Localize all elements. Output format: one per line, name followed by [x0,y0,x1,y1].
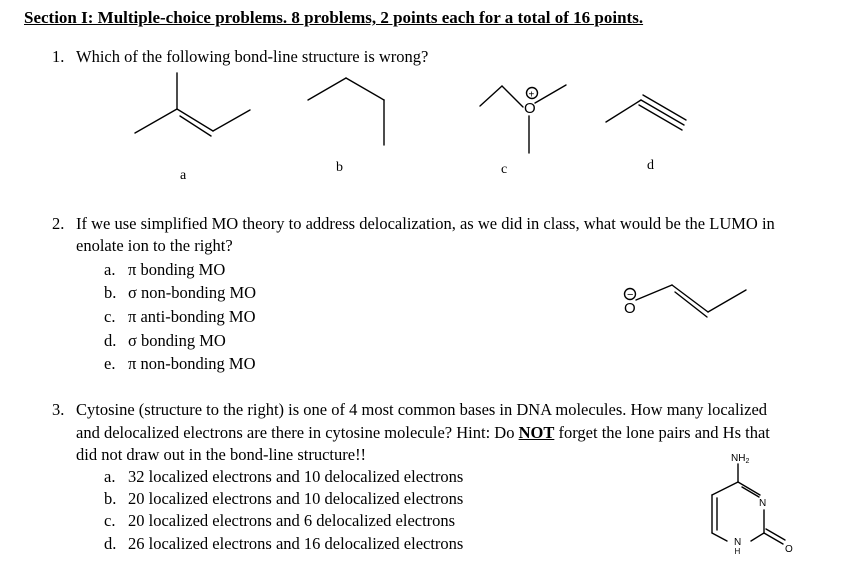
question-1-number: 1. [52,47,65,66]
structure-b-label: b [336,160,343,175]
question-2-text-line1: If we use simplified MO theory to address delocalization, as we did in class, what would be the LUMO in [76,214,775,233]
structure-a [135,73,250,136]
nh-nitrogen: N [734,537,742,548]
q3-option-c-text: 20 localized electrons and 6 delocalized electrons [128,511,456,530]
question-3-text-line2-post: forget the lone pairs and Hs that [554,423,770,442]
q3-option-c-letter: c. [104,511,116,530]
q2-option-c-letter: c. [104,307,116,326]
q2-option-d-text: σ bonding MO [128,331,226,350]
nh2-subscript: 2 [745,458,750,465]
q3-option-a-letter: a. [104,467,116,486]
q2-option-c-text: π anti-bonding MO [128,307,256,326]
question-3-number: 3. [52,400,65,419]
carbonyl-oxygen: O [785,544,793,555]
enolate-oxygen: O [624,300,636,317]
q3-option-d-text: 26 localized electrons and 16 delocalized electrons [128,534,464,553]
question-3-text-line1: Cytosine (structure to the right) is one of 4 most common bases in DNA molecules. How many localized [76,400,768,419]
question-3-text-line2-pre: and delocalized electrons are there in cytosine molecule? Hint: Do [76,423,519,442]
minus-charge-symbol: − [627,289,634,301]
plus-charge-symbol: + [528,89,535,101]
section-title: Section I: Multiple-choice problems. 8 problems, 2 points each for a total of 16 points. [24,8,644,27]
structure-b [308,78,384,145]
question-3-not-emphasis: NOT [518,423,555,442]
structure-a-label: a [180,168,187,183]
q3-option-d-letter: d. [104,534,117,553]
enolate-structure [625,285,747,317]
nh-hydrogen: H [734,547,741,556]
q2-option-d-letter: d. [104,331,117,350]
structure-d [606,95,686,130]
question-2-text-line2: enolate ion to the right? [76,236,233,255]
q2-option-a-letter: a. [104,260,116,279]
structure-c [480,85,566,153]
q2-option-a-text: π bonding MO [128,260,226,279]
question-1-text: Which of the following bond-line structure is wrong? [76,47,429,66]
q3-option-a-text: 32 localized electrons and 10 delocalized electrons [128,467,464,486]
q3-option-b-letter: b. [104,489,117,508]
question-2-number: 2. [52,214,65,233]
question-3-text-line3: did not draw out in the bond-line structure!! [76,445,367,464]
q2-option-b-text: σ non-bonding MO [128,283,257,302]
q2-option-e-letter: e. [104,354,116,373]
q2-option-b-letter: b. [104,283,117,302]
structure-d-label: d [647,158,654,173]
q3-option-b-text: 20 localized electrons and 10 delocalized electrons [128,489,464,508]
cytosine-structure [712,464,785,544]
ring-nitrogen: N [759,498,767,509]
nh2-label: NH [731,453,746,464]
nh2-group [731,453,749,465]
q2-option-e-text: π non-bonding MO [128,354,256,373]
oxonium-oxygen: O [524,100,536,117]
structure-c-label: c [501,162,508,177]
